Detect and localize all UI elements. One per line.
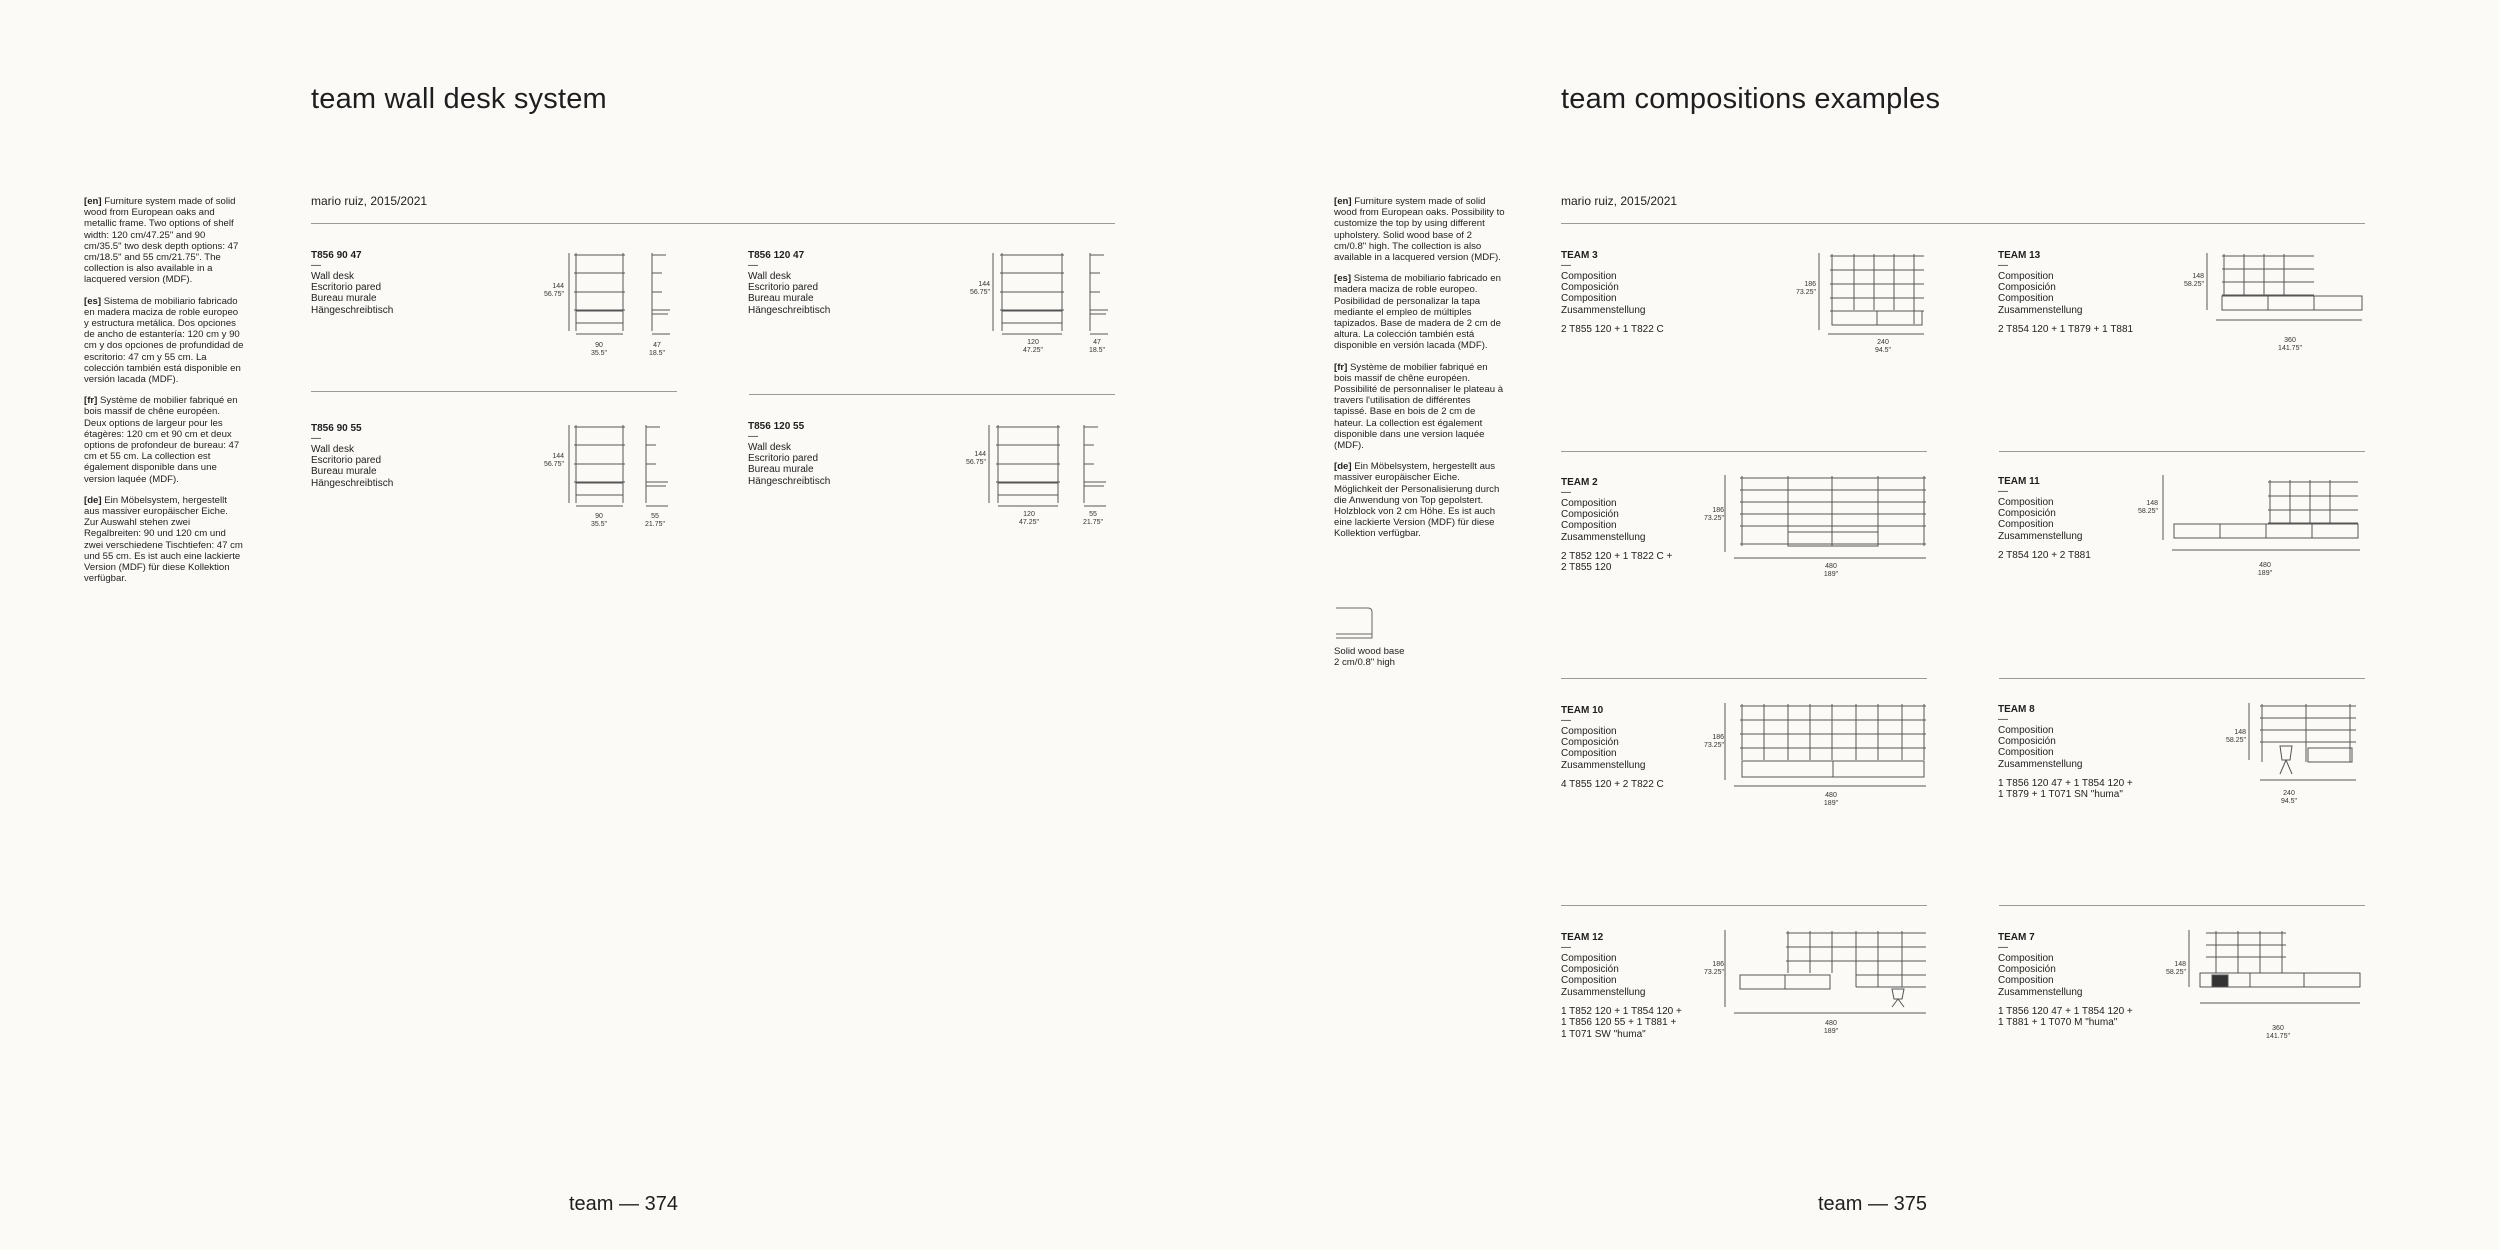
- composition-name: TEAM 11: [1998, 476, 2040, 487]
- label-fr: Composition: [1998, 293, 2054, 305]
- dim-width: 240 94.5": [2280, 790, 2298, 805]
- lang-tag-fr: [fr]: [84, 395, 98, 407]
- composition-drawing: [2160, 472, 2366, 562]
- dim-width: 480 189": [1823, 563, 1839, 578]
- composition-formula: 4 T855 120 + 2 T822 C: [1561, 778, 1664, 790]
- label-fr: Composition: [1561, 975, 1617, 987]
- product-code: T856 90 47: [311, 250, 362, 261]
- dim-width: 480 189": [1823, 1020, 1839, 1035]
- lang-tag-en: [en]: [84, 196, 102, 207]
- dash: —: [1561, 260, 1571, 271]
- label-de: Hängeschreibtisch: [748, 475, 831, 487]
- composition-formula: 2 T854 120 + 2 T881: [1998, 549, 2091, 561]
- label-de: Zusammenstellung: [1998, 530, 2083, 542]
- product-code: T856 120 55: [748, 421, 805, 432]
- label-en: Composition: [1998, 271, 2054, 282]
- product-code: T856 90 55: [311, 423, 362, 434]
- composition-item: [1998, 932, 2133, 1029]
- intro-en: Furniture system made of solid wood from European oaks. Possibility to customize the top by using different upholstery. Solid wood base of 2 cm/0.8" high. The collection is also available in a lacquered version (MDF).: [1334, 196, 1505, 264]
- label-fr: Composition: [1998, 747, 2054, 759]
- label-fr: Composition: [1998, 519, 2054, 531]
- dim-height: 148 58.25": [2137, 500, 2158, 515]
- composition-drawing: [2246, 700, 2366, 790]
- right-intro: [1334, 196, 1506, 550]
- label-es: Escritorio pared: [311, 455, 382, 467]
- dash: —: [1998, 260, 2008, 271]
- intro-es: Sistema de mobiliario fabricado en madera maciza de roble europeo y estructura metálica. Dos opciones de ancho de estantería: 120 cm y 90 cm y dos opciones de profundidad de escritorio: 47 cm y 55 cm. La colección también está disponible en versión lacada (MDF).: [84, 295, 244, 386]
- composition-drawing: [1816, 250, 1928, 340]
- divider: [1999, 905, 2365, 906]
- dim-height: 186 73.25": [1795, 281, 1816, 296]
- label-es: Composición: [1561, 509, 1619, 521]
- composition-formula: 2 T854 120 + 1 T879 + 1 T881: [1998, 323, 2134, 335]
- divider: [311, 223, 1115, 224]
- composition-item: [1998, 476, 2091, 561]
- composition-name: TEAM 7: [1998, 932, 2035, 943]
- intro-fr: Système de mobilier fabriqué en bois massif de chêne européen. Deux options de largeur pour les étagères: 120 cm et 90 cm et deux options de profondeur de bureau: 47 cm et 55 cm. La collection est également disponible dans une version laquée (MDF).: [84, 395, 240, 485]
- label-fr: Bureau murale: [748, 464, 814, 476]
- right-designer: mario ruiz, 2015/2021: [1561, 194, 1678, 208]
- label-en: Wall desk: [311, 444, 354, 455]
- label-es: Composición: [1998, 282, 2056, 294]
- dim-height: 148 58.25": [2165, 961, 2186, 976]
- lang-tag-es: [es]: [84, 295, 102, 307]
- label-fr: Composition: [1561, 520, 1617, 532]
- label-de: Zusammenstellung: [1998, 304, 2083, 316]
- composition-item: [1998, 704, 2133, 801]
- dim-height: 144 56.75": [965, 451, 986, 466]
- lang-tag-en: [en]: [1334, 196, 1352, 207]
- dim-height: 186 73.25": [1703, 734, 1724, 749]
- label-es: Composición: [1998, 964, 2056, 976]
- dim-depth: 55 21.75": [644, 513, 665, 528]
- label-en: Composition: [1561, 953, 1617, 964]
- label-fr: Bureau murale: [311, 466, 377, 478]
- dim-height: 148 58.25": [2183, 273, 2204, 288]
- dim-depth: 47 18.5": [648, 342, 666, 357]
- composition-name: TEAM 8: [1998, 704, 2035, 715]
- composition-drawing: [2186, 927, 2366, 1017]
- dim-width: 360 141.75": [2278, 337, 2302, 352]
- label-de: Hängeschreibtisch: [311, 477, 394, 489]
- label-en: Composition: [1998, 725, 2054, 736]
- intro-es: Sistema de mobiliario fabricado en madera maciza de roble europeo. Posibilidad de personalizar la tapa mediante el empleo de múltiples tapizados. Base de madera de 2 cm de altura. La colección también está disponible en versión lacada (MDF).: [1334, 273, 1501, 352]
- divider: [1561, 905, 1927, 906]
- dim-width: 480 189": [1823, 792, 1839, 807]
- dash: —: [748, 431, 758, 442]
- composition-formula: 1 T856 120 47 + 1 T854 120 + 1 T881 + 1 T070 M "huma": [1998, 1005, 2133, 1029]
- dim-width: 90 35.5": [590, 342, 608, 357]
- lang-tag-de: [de]: [84, 494, 102, 506]
- product-code: T856 120 47: [748, 250, 805, 261]
- wall-desk-drawing-side: [1078, 420, 1114, 510]
- dim-depth: 47 18.5": [1088, 339, 1106, 354]
- label-de: Hängeschreibtisch: [311, 304, 394, 316]
- composition-item: [1561, 705, 1664, 790]
- label-es: Composición: [1561, 282, 1619, 294]
- dim-height: 144 56.75": [543, 453, 564, 468]
- label-fr: Composition: [1561, 748, 1617, 760]
- label-fr: Composition: [1561, 293, 1617, 305]
- lang-tag-de: [de]: [1334, 461, 1352, 473]
- label-de: Zusammenstellung: [1561, 986, 1646, 998]
- dim-width: 240 94.5": [1874, 339, 1892, 354]
- product-item: [748, 421, 830, 487]
- composition-drawing: [1720, 700, 1928, 792]
- intro-de: Ein Möbelsystem, hergestellt aus massiver europäischer Eiche. Möglichkeit der Personalisierung durch die Anwendung von Top gepolstert. Holzblock von 2 cm Höhe. Es ist auch eine lackierte Version (MDF) für diese Kollektion verfügbar.: [1334, 461, 1500, 540]
- dash: —: [1561, 715, 1571, 726]
- right-page-footer: team — 375: [1818, 1193, 1927, 1215]
- product-item: [311, 423, 393, 489]
- composition-name: TEAM 10: [1561, 705, 1604, 716]
- dim-depth: 55 21.75": [1082, 511, 1103, 526]
- label-es: Escritorio pared: [748, 453, 819, 465]
- dim-width: 360 141.75": [2266, 1025, 2290, 1040]
- divider: [1561, 678, 1927, 679]
- label-en: Composition: [1561, 271, 1617, 282]
- label-fr: Composition: [1998, 975, 2054, 987]
- dash: —: [1998, 714, 2008, 725]
- label-en: Composition: [1561, 726, 1617, 737]
- composition-item: [1561, 477, 1672, 574]
- dash: —: [1561, 942, 1571, 953]
- label-es: Composición: [1561, 964, 1619, 976]
- label-de: Zusammenstellung: [1561, 759, 1646, 771]
- composition-formula: 1 T852 120 + 1 T854 120 + 1 T856 120 55 + 1 T881 + 1 T071 SW "huma": [1561, 1005, 1682, 1040]
- composition-item: [1561, 250, 1664, 335]
- left-page-footer: team — 374: [569, 1193, 678, 1215]
- dim-width: 90 35.5": [590, 513, 608, 528]
- dim-height: 148 58.25": [2225, 729, 2246, 744]
- dash: —: [1998, 942, 2008, 953]
- wall-desk-drawing-side: [1084, 248, 1114, 338]
- label-en: Wall desk: [748, 442, 791, 453]
- dash: —: [311, 260, 321, 271]
- dash: —: [1998, 486, 2008, 497]
- solid-wood-base-drawing: [1334, 604, 1376, 642]
- composition-name: TEAM 13: [1998, 250, 2041, 261]
- label-en: Composition: [1998, 953, 2054, 964]
- lang-tag-es: [es]: [1334, 273, 1352, 285]
- dim-height: 144 56.75": [969, 281, 990, 296]
- composition-name: TEAM 12: [1561, 932, 1604, 943]
- label-en: Composition: [1561, 498, 1617, 509]
- product-item: [748, 250, 830, 316]
- label-es: Escritorio pared: [748, 282, 819, 294]
- label-es: Composición: [1561, 737, 1619, 749]
- dim-height: 186 73.25": [1703, 507, 1724, 522]
- divider: [1999, 451, 2365, 452]
- dash: —: [748, 260, 758, 271]
- lang-tag-fr: [fr]: [1334, 361, 1348, 373]
- composition-drawing: [1720, 472, 1928, 564]
- label-de: Zusammenstellung: [1561, 531, 1646, 543]
- left-page-title: team wall desk system: [311, 83, 607, 115]
- label-de: Zusammenstellung: [1998, 986, 2083, 998]
- dim-width: 480 189": [2257, 562, 2273, 577]
- right-page-title: team compositions examples: [1561, 83, 1941, 115]
- label-es: Escritorio pared: [311, 282, 382, 294]
- left-designer: mario ruiz, 2015/2021: [311, 194, 428, 208]
- label-de: Zusammenstellung: [1561, 304, 1646, 316]
- dim-width: 120 47.25": [1022, 339, 1043, 354]
- divider: [1561, 451, 1927, 452]
- wall-desk-drawing-side: [640, 420, 676, 510]
- dim-width: 120 47.25": [1018, 511, 1039, 526]
- left-intro: [84, 196, 244, 595]
- intro-fr: Système de mobilier fabriqué en bois massif de chêne européen. Possibilité de personnaliser le plateau à travers l'utilisation de différentes tapissé. Base en bois de 2 cm de hateur. La collection est également disponible dans une version laquée (MDF).: [1334, 361, 1504, 452]
- dim-height: 186 73.25": [1703, 961, 1724, 976]
- divider: [1561, 223, 2365, 224]
- label-fr: Bureau murale: [311, 293, 377, 305]
- divider: [749, 394, 1115, 395]
- label-fr: Bureau murale: [748, 293, 814, 305]
- composition-name: TEAM 3: [1561, 250, 1598, 261]
- label-es: Composición: [1998, 736, 2056, 748]
- label-de: Zusammenstellung: [1998, 758, 2083, 770]
- composition-drawing: [1720, 927, 1928, 1019]
- divider: [1999, 678, 2365, 679]
- dash: —: [1561, 487, 1571, 498]
- composition-formula: 2 T855 120 + 1 T822 C: [1561, 323, 1664, 335]
- dash: —: [311, 433, 321, 444]
- intro-de: Ein Möbelsystem, hergestellt aus massiver europäischer Eiche. Zur Auswahl stehen zwei Regalbreiten: 90 und 120 cm und zwei verschiedene Tischtiefen: 47 cm und 55 cm. Es ist auch eine lackierte Version (MDF) für diese Kollektion verfügbar.: [84, 494, 243, 585]
- product-item: [311, 250, 393, 316]
- composition-formula: 2 T852 120 + 1 T822 C + 2 T855 120: [1561, 550, 1673, 574]
- label-en: Composition: [1998, 497, 2054, 508]
- label-de: Hängeschreibtisch: [748, 304, 831, 316]
- divider: [311, 391, 677, 392]
- composition-drawing: [2204, 250, 2366, 330]
- composition-name: TEAM 2: [1561, 477, 1598, 488]
- intro-en: Furniture system made of solid wood from European oaks and metallic frame. Two options of shelf width: 120 cm/47.25" and 90 cm/35.5" two desk depth options: 47 cm/18.5" and 55 cm/21.75". The collection is also available in a lacquered version (MDF).: [84, 196, 239, 286]
- label-es: Composición: [1998, 508, 2056, 520]
- composition-item: [1561, 932, 1682, 1040]
- wall-desk-drawing-side: [646, 248, 676, 338]
- label-en: Wall desk: [748, 271, 791, 282]
- composition-item: [1998, 250, 2133, 335]
- base-caption: Solid wood base 2 cm/0.8" high: [1334, 646, 1405, 669]
- dim-height: 144 56.75": [543, 283, 564, 298]
- label-en: Wall desk: [311, 271, 354, 282]
- composition-formula: 1 T856 120 47 + 1 T854 120 + 1 T879 + 1 T071 SN "huma": [1998, 777, 2133, 801]
